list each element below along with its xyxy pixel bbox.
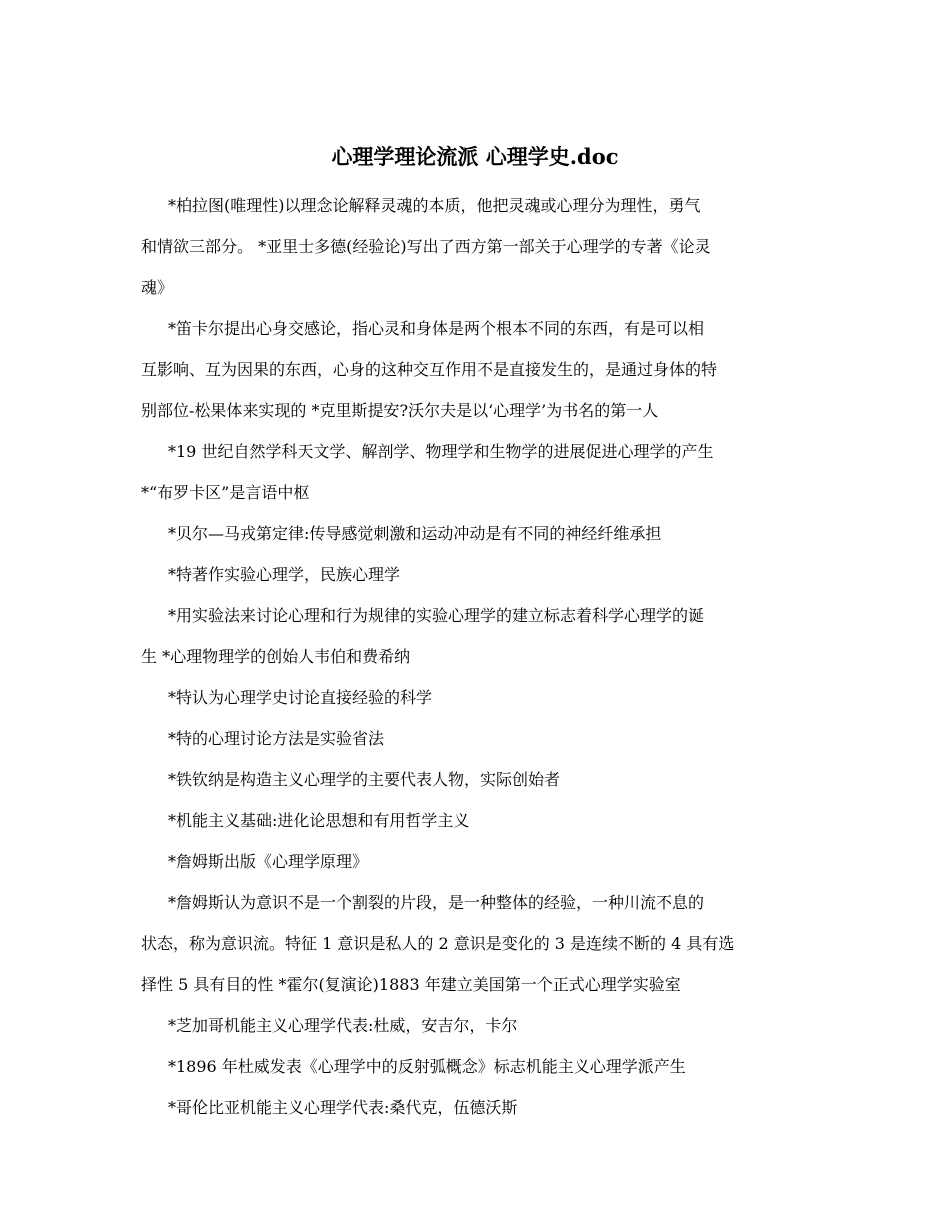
text-line: 魂》 (141, 278, 174, 297)
text-line: *用实验法来讨论心理和行为规律的实验心理学的建立标志着科学心理学的诞 (168, 606, 705, 625)
text-line: *特著作实验心理学，民族心理学 (168, 565, 401, 584)
text-line: 别部位-松果体来实现的 *克里斯提安?沃尔夫是以‘心理学’为书名的第一人 (141, 401, 659, 420)
text-line: *詹姆斯出版《心理学原理》 (168, 852, 369, 871)
text-line: 状态，称为意识流。特征 1 意识是私人的 2 意识是变化的 3 是连续不断的 4 具有选 (141, 934, 735, 953)
text-line: *詹姆斯认为意识不是一个割裂的片段，是一种整体的经验，一种川流不息的 (168, 893, 705, 912)
text-line: 生 *心理物理学的创始人韦伯和费希纳 (141, 647, 411, 666)
text-line: 互影响、互为因果的东西，心身的这种交互作用不是直接发生的，是通过身体的特 (141, 360, 718, 379)
text-line: *特的心理讨论方法是实验省法 (168, 729, 385, 748)
text-line: *柏拉图(唯理性)以理念论解释灵魂的本质，他把灵魂或心理分为理性，勇气 (168, 196, 701, 215)
text-line: *机能主义基础:进化论思想和有用哲学主义 (168, 811, 470, 830)
text-line: *特认为心理学史讨论直接经验的科学 (168, 688, 433, 707)
text-line: *“布罗卡区”是言语中枢 (141, 483, 310, 502)
text-line: *哥伦比亚机能主义心理学代表:桑代克，伍德沃斯 (168, 1098, 518, 1117)
text-line: *笛卡尔提出心身交感论，指心灵和身体是两个根本不同的东西，有是可以相 (168, 319, 705, 338)
text-line: *芝加哥机能主义心理学代表:杜威，安吉尔，卡尔 (168, 1016, 518, 1035)
text-line: *贝尔—马戎第定律:传导感觉刺激和运动冲动是有不同的神经纤维承担 (168, 524, 662, 543)
text-line: *1896 年杜威发表《心理学中的反射弧概念》标志机能主义心理学派产生 (168, 1057, 686, 1076)
document-body (141, 185, 811, 1128)
text-line: 择性 5 具有目的性 *霍尔(复演论)1883 年建立美国第一个正式心理学实验室 (141, 975, 681, 994)
text-line: *铁钦纳是构造主义心理学的主要代表人物，实际创始者 (168, 770, 561, 789)
text-line: *19 世纪自然学科天文学、解剖学、物理学和生物学的进展促进心理学的产生 (168, 442, 714, 461)
text-line: 和情欲三部分。 *亚里士多德(经验论)写出了西方第一部关于心理学的专著《论灵 (141, 237, 711, 256)
document-title: 心理学理论流派 心理学史.doc (331, 144, 619, 169)
